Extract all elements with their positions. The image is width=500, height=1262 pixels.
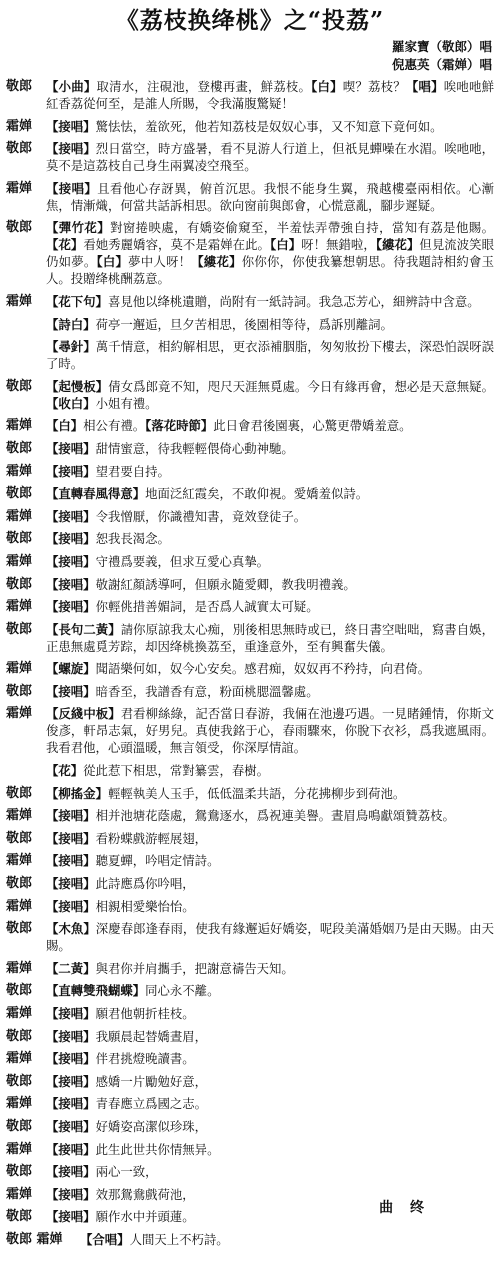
lyric-text [46,530,494,547]
lyric-segment: 此詩應爲你吟唱， [95,876,195,892]
lyric-line [6,293,494,310]
lyric-line [6,463,494,480]
lyric-segment: 令我憎厭，你識禮知書，竟效登徒子。 [95,508,307,524]
tune-tag: 【接唱】 [46,1073,96,1089]
lyric-segment: 夢中人呀！ [128,254,192,270]
lyric-segment: 萬千情意，相約解相思，更衣添補胭脂，匆匆妝扮下樓去，深恐怕誤呀誤了時。 [46,339,495,372]
lyric-line [6,807,494,824]
lyric-text [46,1163,494,1180]
speaker-name: 霜婵 [6,553,33,569]
lyric-segment: 地面泛紅霞矣，不敢仰視。愛嬌羞似詩。 [145,486,369,502]
lyric-segment: 我願晨起替嬌晝眉， [95,1028,208,1044]
lyric-line [6,78,494,112]
speaker-name: 霜婵 [6,418,33,434]
lyric-line [6,338,494,372]
lyric-segment: 聞語樂何如，奴今心安矣。感君痴，奴奴再不矜持，向君倚。 [95,661,431,677]
lyric-text [46,378,494,412]
lyric-segment: 同心永不離。 [145,983,220,999]
lyric-text [46,118,494,135]
lyric-line [6,530,494,547]
lyric-segment: 此日會君後園裏，心驚更帶嬌羞意。 [213,418,412,434]
lyric-line [6,1050,494,1067]
lyric-segment: 倩女爲郎竟不知，咫尺天涯無覓處。今日有緣再會，想必是天意無疑。 [108,378,495,394]
credit-line: 羅家寶（敬郎）唱 [391,39,492,54]
lyric-line [6,1163,494,1180]
ending-mark: 曲 终 [379,1200,430,1216]
lyric-text [46,417,494,434]
tune-tag: 【接唱】 [46,898,96,914]
lyric-segment: 感嬌一片勵勉好意， [95,1073,208,1089]
lyric-segment: 荷亭一邂逅，旦夕苦相思，後園相等待，爲訴別離詞。 [95,316,393,332]
tune-tag: 【接唱】 [46,508,96,524]
tune-tag: 【接唱】 [46,1209,96,1225]
speaker-name: 敬郎 [6,983,33,999]
tune-tag: 【接唱】 [46,1164,96,1180]
lyric-segment: 從此惹下相思，常對纂雲，春樹。 [83,763,270,779]
lyric-segment: 君看柳絲綠，記否當日春游，我倆在池邊巧遇。一見睹鍾情，你斯文俊彥，軒昂志氣，好男兒。真使我銘于心，春雨驟來，你脫下衣衫，爲我遮風雨。我看君他，心頭溫暖，無言領受，你深厚情誼。 [46,706,495,756]
lyric-segment: 對窗捲映處，有嬌姿偷窺至，半羞怯弄帶強自持，當知有荔是他賜。 [110,220,495,236]
lyric-line [6,762,494,779]
lyric-segment: 聽夏蟬，吟唱定情詩。 [95,853,220,869]
tune-tag: 【長句二黃】 [46,621,121,637]
lyric-line [6,316,494,333]
tune-tag: 【接唱】 [46,1028,96,1044]
lyric-text [46,78,494,112]
lyric-segment: 驚怯怯，羞欲死，他若知荔枝是奴奴心事，又不知意下竟何如。 [95,118,443,134]
lyric-line [6,140,494,174]
lyric-text [46,920,494,954]
lyric-segment: 兩心一致， [95,1164,158,1180]
lyric-text [46,338,494,372]
tune-tag: 【接唱】 [46,1096,96,1112]
speaker-name: 霜婵 [6,898,33,914]
tune-tag: 【柳搖金】 [46,785,108,801]
lyric-line [6,598,494,615]
lyric-text [46,485,494,502]
lyric-segment: 喜見他以绛桃遺贈，尚附有一紙詩詞。我急忑芳心，細辨詩中含意。 [107,293,480,309]
tune-tag: 【接唱】 [46,576,96,592]
lyric-line [6,417,494,434]
lyric-text [46,440,494,457]
lyric-text [46,1073,494,1090]
lyric-text [46,463,494,480]
lyric-text [46,180,494,214]
lyric-line [6,440,494,457]
lyric-segment: 且看他心存訝異，俯首沉思。我恨不能身生翼，飛越樓臺兩相依。心漸焦，情漸熾，何當共話訴相思。欲向窗前與郎會，心慌意亂，腳步遲疑。 [46,180,495,213]
tune-tag: 【接唱】 [46,830,96,846]
lyric-segment: 好嬌姿高潔似珍珠， [95,1118,208,1134]
lyric-text [46,1050,494,1067]
speaker-name: 敬郎 [6,486,33,502]
lyric-segment: 甜情蜜意，待我輕輕偎倚心動神馳。 [95,440,294,456]
lyric-text [46,316,494,333]
lyric-text [46,598,494,615]
tune-tag: 【接唱】 [46,1118,96,1134]
lyric-line [6,875,494,892]
lyric-text [46,660,494,677]
tune-tag: 【詩白】 [46,316,96,332]
speaker-name: 霜婵 [6,1186,33,1202]
tune-tag: 【白】 [96,254,129,270]
tune-tag: 【白】 [46,418,84,434]
lyric-text [46,1028,494,1045]
speaker-name: 敬郎 [6,1028,33,1044]
lyric-text [46,785,494,802]
speaker-name: 敬郎 [6,79,33,94]
lyric-text [46,576,494,593]
speaker-name: 敬郎 [6,683,33,699]
lyric-segment: 與君你并肩攜手，把謝意禱告天知。 [95,960,294,976]
lyric-text [46,1095,494,1112]
lyric-text [46,293,494,310]
lyric-segment: 唉吔吔鮮紅香荔從何至，是誰人所賜，令我滿腹驚疑！ [46,79,495,111]
tune-tag: 【縷花】 [375,237,420,253]
tune-tag: 【彈竹花】 [46,220,111,236]
lyric-segment: 你輕佻措善媚詞，是否爲人誠實太可疑。 [95,599,319,615]
lyric-line [6,1028,494,1045]
lyric-segment: 但見流波笑眼仍如夢。 [46,237,495,270]
lyric-line [6,683,494,700]
tune-tag: 【花】 [46,763,84,779]
lyric-text [80,1231,494,1248]
lyric-text [46,140,494,174]
lyric-line [6,576,494,593]
tune-tag: 【接唱】 [46,808,96,824]
tune-tag: 【接唱】 [46,118,96,134]
lyric-line [6,898,494,915]
lyric-segment: 你你你，你使我纂想朝思。待我題詩相約會玉人。投贈绛桃酬荔意。 [46,254,495,287]
tune-tag: 【白】 [270,237,302,253]
speaker-name: 霜婵 [6,1051,33,1067]
speaker-name: 敬郎 [6,378,33,394]
lyric-segment: 望君要自持。 [95,463,170,479]
lyric-segment: 喫？荔枝？ [342,79,406,94]
tune-tag: 【接唱】 [46,876,96,892]
lyric-segment: 看粉蝶戲游輕展翅， [95,830,208,846]
tune-tag: 【接唱】 [46,1186,96,1202]
speaker-name: 霜婵 [6,1006,33,1021]
lyric-segment: 相親相愛樂怡怡。 [95,898,195,914]
lyric-text [46,875,494,892]
lyric-line [6,219,494,287]
lyric-segment: 願君他朝折桂枝。 [95,1006,195,1021]
lyric-line [6,553,494,570]
speaker-name: 敬郎 [6,576,33,592]
speaker-name: 霜婵 [6,661,33,677]
tune-tag: 【直轉春風得意】 [46,486,146,502]
tune-tag: 【收白】 [46,395,96,411]
speaker-name: 敬郎 [6,531,33,547]
lyric-line [6,705,494,756]
tune-tag: 【花】 [46,237,84,253]
lyric-text [46,960,494,977]
tune-tag: 【起慢板】 [46,378,109,394]
lyric-text [46,807,494,824]
tune-tag: 【反綫中板】 [46,706,121,722]
lyric-line [6,852,494,869]
lyric-line [6,660,494,677]
lyric-segment: 人間天上不朽詩。 [129,1231,229,1247]
lyric-segment: 呀！無錯啦， [301,237,376,253]
lyric-line [6,920,494,954]
lyric-line [6,508,494,525]
tune-tag: 【接唱】 [46,440,96,456]
tune-tag: 【接唱】 [46,853,96,869]
tune-tag: 【接唱】 [46,553,96,569]
lyric-text [46,553,494,570]
lyric-text [46,830,494,847]
tune-tag: 【接唱】 [46,531,96,547]
lyric-line [6,830,494,847]
tune-tag: 【接唱】 [46,1051,96,1067]
lyric-text [46,1141,494,1158]
tune-tag: 【木魚】 [46,921,96,937]
lyric-segment: 願作水中并頭蓮。 [95,1209,195,1225]
speaker-name: 敬郎 [6,1073,33,1089]
lyric-line [6,982,494,999]
tune-tag: 【直轉雙飛蝴蝶】 [46,983,146,999]
lyric-line [6,1005,494,1022]
speaker-name: 霜婵 [6,599,33,615]
speaker-name: 霜婵 [6,853,33,869]
lyric-text [46,683,494,700]
lyric-text [46,1005,494,1022]
tune-tag: 【二黃】 [46,960,96,976]
lyric-text [46,762,494,779]
lyric-text [46,705,494,756]
lyric-text [46,508,494,525]
tune-tag: 【接唱】 [46,599,96,615]
tune-tag: 【接唱】 [46,141,96,157]
performer-credits [392,38,492,74]
speaker-name: 霜婵 [6,706,33,722]
tune-tag: 【接唱】 [46,1141,96,1157]
lyric-line [6,1141,494,1158]
speaker-name: 敬郎 [6,921,33,937]
tune-tag: 【接唱】 [46,1006,96,1021]
lyric-text [46,621,494,655]
tune-tag: 【落花時節】 [145,418,214,434]
speaker-name: 敬郎 [6,621,33,637]
lyric-segment: 深慶春郎逢春雨，使我有緣邂逅好嬌姿，呢段美滿婚姻乃是由天賜。由天賜。 [46,921,495,954]
lyric-segment: 守禮爲要義，但求互愛心真摯。 [95,553,270,569]
speaker-name: 霜婵 [6,118,33,134]
tune-tag: 【白】 [311,79,343,94]
lyric-line [6,378,494,412]
tune-tag: 【接唱】 [46,683,96,699]
lyric-segment: 烈日當空，時方盛暑，看不見游人行道上，但祇見蟬噪在水湄。唉吔吔，莫不是這荔枝自己身生兩翼凌空飛至。 [46,141,495,174]
speaker-name: 霜婵 [6,293,33,309]
credit-line: 倪惠英（霜婵）唱 [391,57,492,72]
speaker-name: 霜婵 [6,960,33,976]
speaker-name: 霜婵 [6,1141,33,1157]
tune-tag: 【尋針】 [46,339,96,355]
lyric-line [6,1073,494,1090]
lyric-line [6,960,494,977]
speaker-name: 敬郎 [6,876,33,892]
lyric-segment: 伴君挑燈晚讀書。 [95,1051,195,1067]
speaker-name: 霜婵 [6,180,33,196]
lyric-segment: 此生此世共你情無异。 [95,1141,220,1157]
tune-tag: 【小曲】 [46,79,97,94]
lyric-segment: 青春應立爲國之志。 [95,1096,208,1112]
lyric-segment: 效那鴛鴦戲荷池， [95,1186,195,1202]
speaker-name: 敬郎 [6,1118,33,1134]
tune-tag: 【唱】 [405,79,444,94]
tune-tag: 【螺旋】 [46,661,96,677]
tune-tag: 【接唱】 [46,180,98,196]
tune-tag: 【花下句】 [46,293,108,309]
lyric-segment: 恕我長渴念。 [95,531,170,547]
tune-tag: 【縷花】 [191,254,242,270]
speaker-name: 敬郎 [6,1164,33,1180]
lyric-segment: 看她秀麗嬌容，莫不是霜婵在此。 [83,237,271,253]
lyric-segment: 暗香至，我譜香有意，粉面桃腮溫馨處。 [95,683,319,699]
tune-tag: 【合唱】 [80,1231,130,1247]
speaker-name: 敬郎 [6,220,33,236]
lyric-text [46,852,494,869]
lyric-text [46,219,494,287]
lyric-line [6,1095,494,1112]
speaker-name: 敬郎 [6,785,33,801]
lyric-segment: 小姐有禮。 [95,395,158,411]
page-title: 《荔枝换绛桃》之“投荔” [115,7,385,34]
lyric-segment: 請你原諒我太心痴，別後相思無時或已，終日書空咄咄，寫書自娛，正患無處覓芳踪，却因绛桃換荔至，重逢意外，至有興奮失儀。 [46,621,495,654]
speaker-name: 霜婵 [6,808,33,824]
speaker-name: 霜婵 [6,508,33,524]
lyric-line [6,1231,494,1248]
lyric-line [6,621,494,655]
lyric-segment: 相公有禮。 [83,418,146,434]
lyric-line [6,1118,494,1135]
speaker-name: 敬郎 [6,440,33,456]
lyrics-body [6,78,494,1254]
lyric-line [6,118,494,135]
speaker-name: 敬郎 [6,830,33,846]
tune-tag: 【接唱】 [46,463,96,479]
lyric-line [6,785,494,802]
lyric-segment: 取清水，注硯池，登樓再畫，鮮荔枝。 [96,79,312,94]
lyric-segment: 相并池塘花蔭處，鴛鴦逐水，爲祝連美譽。晝眉鳥鳴獻頌贊荔枝。 [95,808,455,824]
lyric-text [46,898,494,915]
speaker-name: 霜婵 [6,1096,33,1112]
speaker-name: 敬郎 [6,1209,33,1225]
lyric-segment: 敬謝紅顏誘導呵，但願永隨愛卿，教我明禮義。 [95,576,356,592]
speaker-name: 敬郎 [6,141,33,157]
lyric-text [46,982,494,999]
lyric-line [6,485,494,502]
lyric-line [6,180,494,214]
speaker-name: 霜婵 [6,463,33,479]
lyric-segment: 輕輕執美人玉手，低低溫柔共語，分花拂柳步到荷池。 [107,785,406,801]
speaker-name: 敬郎 霜婵 [6,1231,63,1247]
lyric-text [46,1118,494,1135]
